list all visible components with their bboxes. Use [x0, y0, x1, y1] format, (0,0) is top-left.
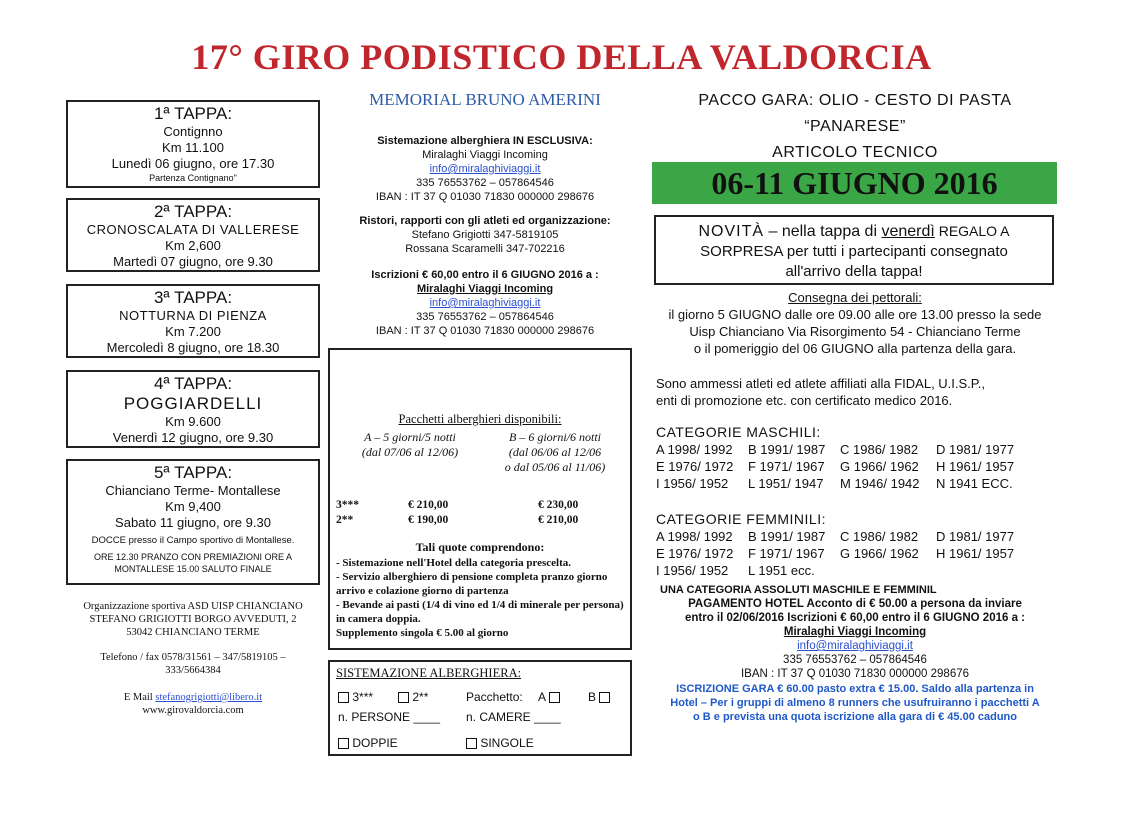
price-b: € 210,00 [538, 514, 579, 526]
pacco-line: PACCO GARA: OLIO - CESTO DI PASTA [698, 92, 1012, 109]
option-label: DOPPIE [352, 736, 398, 750]
category-cell: H 1961/ 1957 [936, 459, 1015, 474]
price-category: 3*** [336, 499, 359, 511]
pacchetto-b [480, 430, 630, 475]
sistemazione-block [340, 134, 630, 204]
iscrizioni-agency: Miralaghi Viaggi Incoming [416, 283, 554, 295]
ristori-heading: Ristori, rapporti con gli atleti ed organizzazione: [359, 215, 611, 227]
tappa-name: Contignno [163, 124, 223, 139]
tappa-heading: 5ª TAPPA: [153, 463, 233, 482]
pacco-line: “PANARESE” [804, 118, 906, 135]
booking-form [328, 660, 632, 756]
checkbox-icon[interactable] [398, 692, 409, 703]
tappa-date: Lunedì 06 giugno, ore 17.30 [111, 156, 275, 171]
pacco-gara [650, 88, 1060, 166]
tappa-name: Chianciano Terme- Montallese [105, 483, 281, 498]
org-line: Organizzazione sportiva ASD UISP CHIANCIANO [83, 601, 303, 612]
category-cell: C 1986/ 1982 [840, 529, 919, 544]
category-row [656, 458, 1066, 475]
categorie-maschili [656, 424, 1066, 492]
pacchetto-a [340, 430, 480, 460]
event-dates-banner: 06-11 GIUGNO 2016 [652, 162, 1057, 204]
category-cell: L 1951 ecc. [748, 563, 815, 578]
tappa-km: Km 7.200 [165, 324, 221, 339]
novita-line-3: all'arrivo della tappa! [785, 263, 923, 280]
category-cell: C 1986/ 1982 [840, 442, 919, 457]
tappa-docce: DOCCE presso il Campo sportivo di Montallese. [91, 535, 295, 546]
category-cell: B 1991/ 1987 [748, 529, 826, 544]
pagamento-line: PAGAMENTO HOTEL Acconto di € 50.00 a persona da inviare [688, 598, 1022, 610]
category-cell: I 1956/ 1952 [656, 563, 729, 578]
category-cell: N 1941 ECC. [936, 476, 1013, 491]
novita-venerdi: venerdì [881, 223, 935, 240]
camere-field[interactable]: n. CAMERE ____ [466, 710, 561, 724]
checkbox-icon[interactable] [466, 738, 477, 749]
category-cell: E 1976/ 1972 [656, 546, 734, 561]
quote-item: - Bevande ai pasti (1/4 di vino ed 1/4 di minerale per persona) in camera doppia. [336, 599, 624, 625]
tappa-date: Martedì 07 giugno, ore 9.30 [113, 254, 273, 269]
category-cell: D 1981/ 1977 [936, 529, 1015, 544]
category-cell: G 1966/ 1962 [840, 459, 919, 474]
tappa-heading: 4ª TAPPA: [153, 374, 233, 393]
iscrizione-gara-line: Hotel – Per i gruppi di almeno 8 runners che usufruiranno i pacchetti A [670, 697, 1040, 709]
pacchetti-heading: Pacchetti alberghieri disponibili: [398, 412, 562, 426]
quote-item: - Sistemazione nell'Hotel della categoria prescelta. [336, 557, 572, 569]
consegna-line: Uisp Chianciano Via Risorgimento 54 - Chianciano Terme [689, 324, 1021, 339]
tappa-date: Sabato 11 giugno, ore 9.30 [115, 515, 271, 530]
ristori-block [340, 214, 630, 256]
iscrizioni-email-link[interactable]: info@miralaghiviaggi.it [429, 297, 541, 309]
novita-box [654, 215, 1054, 285]
option-pacchetto-b[interactable] [588, 690, 610, 704]
option-pacchetto-a[interactable] [538, 690, 560, 704]
category-cell: B 1991/ 1987 [748, 442, 826, 457]
pacchetti-box [328, 348, 632, 650]
consegna-line: o il pomeriggio del 06 GIUGNO alla partenza della gara. [693, 341, 1017, 356]
option-singole[interactable] [466, 736, 534, 750]
categorie-maschili-heading: CATEGORIE MASCHILI: [656, 424, 821, 440]
org-line: 53042 CHIANCIANO TERME [126, 627, 260, 638]
categorie-femminili-heading: CATEGORIE FEMMINILI: [656, 511, 826, 527]
org-email-row [66, 691, 320, 704]
quote-list [336, 556, 628, 640]
ristori-contact: Rossana Scaramelli 347-702216 [405, 243, 565, 255]
checkbox-icon[interactable] [338, 738, 349, 749]
tappa-5-box [66, 459, 320, 585]
option-label: B [588, 690, 597, 704]
tappa-2-box [66, 198, 320, 272]
tappa-km: Km 9,400 [165, 499, 221, 514]
price-table [336, 498, 626, 528]
pagamento-agency: Miralaghi Viaggi Incoming [783, 626, 927, 638]
category-cell: A 1998/ 1992 [656, 442, 733, 457]
novita-text: REGALO A [934, 223, 1010, 239]
category-row [656, 441, 1066, 458]
checkbox-icon[interactable] [338, 692, 349, 703]
sistemazione-agency: Miralaghi Viaggi Incoming [422, 149, 548, 161]
org-line: STEFANO GRIGIOTTI BORGO AVVEDUTI, 2 [89, 614, 297, 625]
sistemazione-phone: 335 76553762 – 057864546 [416, 177, 554, 189]
novita-line-2: SORPRESA per tutti i partecipanti consegnato [700, 243, 1008, 260]
org-email-link[interactable]: stefanogrigiotti@libero.it [155, 692, 263, 703]
price-row [336, 498, 626, 513]
org-website-link[interactable]: www.girovaldorcia.com [142, 705, 244, 716]
assoluti-line: UNA CATEGORIA ASSOLUTI MASCHILE E FEMMINIL [660, 584, 937, 596]
category-cell: H 1961/ 1957 [936, 546, 1015, 561]
categorie-femminili [656, 511, 1066, 579]
pagamento-iban: IBAN : IT 37 Q 01030 71830 000000 298676 [740, 668, 970, 680]
novita-line [656, 221, 1052, 242]
category-cell: E 1976/ 1972 [656, 459, 734, 474]
sistemazione-iban: IBAN : IT 37 Q 01030 71830 000000 298676 [375, 191, 595, 203]
price-a: € 210,00 [408, 499, 449, 511]
pacco-line: ARTICOLO TECNICO [772, 144, 938, 161]
booking-form-heading: SISTEMAZIONE ALBERGHIERA: [336, 666, 522, 680]
pagamento-phone: 335 76553762 – 057864546 [783, 654, 927, 666]
org-phone: Telefono / fax 0578/31561 – 347/5819105 – [100, 652, 286, 663]
pagamento-line: entro il 02/06/2016 Iscrizioni € 60,00 entro il 6 GIUGNO 2016 a : [684, 612, 1026, 624]
category-cell: I 1956/ 1952 [656, 476, 729, 491]
consegna-line: il giorno 5 GIUGNO dalle ore 09.00 alle ore 13.00 presso la sede [668, 307, 1042, 322]
tappa-date: Mercoledì 8 giugno, ore 18.30 [106, 340, 280, 355]
price-a: € 190,00 [408, 514, 449, 526]
category-cell: M 1946/ 1942 [840, 476, 920, 491]
category-row [656, 528, 1066, 545]
tappa-km: Km 11.100 [162, 140, 224, 155]
category-cell: F 1971/ 1967 [748, 459, 825, 474]
checkbox-icon[interactable] [549, 692, 560, 703]
category-row [656, 545, 1066, 562]
tappa-name: CRONOSCALATA DI VALLERESE [86, 222, 300, 237]
sistemazione-heading: Sistemazione alberghiera IN ESCLUSIVA: [377, 135, 593, 147]
tappa-heading: 1ª TAPPA: [153, 104, 233, 123]
organization-block [66, 600, 320, 717]
price-row [336, 513, 626, 528]
pacchetto-a-dates: (dal 07/06 al 12/06) [361, 445, 459, 459]
memorial-subtitle: MEMORIAL BRUNO AMERINI [369, 90, 601, 109]
option-label: SINGOLE [480, 736, 534, 750]
sistemazione-email-link[interactable]: info@miralaghiviaggi.it [429, 163, 541, 175]
consegna-block [650, 289, 1060, 357]
option-label: 3*** [352, 690, 374, 704]
novita-word: NOVITÀ [698, 223, 765, 240]
iscrizione-gara-block [650, 682, 1060, 724]
persone-field[interactable]: n. PERSONE ____ [338, 710, 441, 724]
tappa-pranzo-2: MONTALLESE 15.00 SALUTO FINALE [114, 564, 272, 574]
tappa-3-box [66, 284, 320, 358]
category-row [656, 562, 1066, 579]
pacchetto-b-title: B – 6 giorni/6 notti [508, 430, 601, 444]
iscrizioni-line: Iscrizioni € 60,00 entro il 6 GIUGNO 2016 a : [371, 269, 599, 281]
quote-heading: Tali quote comprendono: [415, 540, 545, 554]
option-doppie[interactable] [338, 736, 398, 750]
tappa-km: Km 9.600 [165, 414, 221, 429]
category-cell: A 1998/ 1992 [656, 529, 733, 544]
tappa-km: Km 2,600 [165, 238, 221, 253]
ammessi-line: enti di promozione etc. con certificato medico 2016. [656, 393, 953, 408]
ammessi-line: Sono ammessi atleti ed atlete affiliati alla FIDAL, U.I.S.P., [656, 376, 986, 391]
tappa-1-box [66, 100, 320, 188]
option-3-stars[interactable] [338, 690, 373, 704]
quote-item: Supplemento singola € 5.00 al giorno [336, 627, 509, 639]
pacchetto-a-title: A – 5 giorni/5 notti [364, 430, 456, 444]
category-row [656, 475, 1066, 492]
category-cell: L 1951/ 1947 [748, 476, 824, 491]
category-cell: D 1981/ 1977 [936, 442, 1015, 457]
tappa-name: NOTTURNA DI PIENZA [119, 308, 267, 323]
tappa-pranzo-1: ORE 12.30 PRANZO CON PREMIAZIONI ORE A [93, 552, 293, 562]
pacchetto-b-dates: (dal 06/06 al 12/06 [508, 445, 602, 459]
option-label: A [538, 690, 546, 704]
tappa-name: POGGIARDELLI [123, 394, 263, 413]
iscrizione-gara-line: ISCRIZIONE GARA € 60.00 pasto extra € 15.00. Saldo alla partenza in [676, 683, 1034, 695]
option-label: 2** [412, 690, 429, 704]
category-cell: F 1971/ 1967 [748, 546, 825, 561]
ammessi-block [656, 375, 1066, 409]
pagamento-block [650, 597, 1060, 681]
option-2-stars[interactable] [398, 690, 428, 704]
tappa-note: Partenza Contignano" [149, 173, 237, 183]
pacchetto-label: Pacchetto: [466, 690, 523, 704]
category-cell: G 1966/ 1962 [840, 546, 919, 561]
tappa-heading: 2ª TAPPA: [153, 202, 233, 221]
org-phone: 333/5664384 [165, 665, 221, 676]
novita-text: – nella tappa di [764, 223, 882, 240]
iscrizioni-phone: 335 76553762 – 057864546 [416, 311, 554, 323]
iscrizione-gara-line: o B e prevista una quota iscrizione alla gara di € 45.00 caduno [693, 711, 1017, 723]
org-email-label: E Mail [123, 692, 153, 703]
tappa-heading: 3ª TAPPA: [153, 288, 233, 307]
iscrizioni-iban: IBAN : IT 37 Q 01030 71830 000000 298676 [375, 325, 595, 337]
checkbox-icon[interactable] [599, 692, 610, 703]
pagamento-email-link[interactable]: info@miralaghiviaggi.it [797, 640, 913, 652]
tappa-4-box [66, 370, 320, 448]
quote-item: - Servizio alberghiero di pensione completa pranzo giorno arrivo e colazione giorno di partenza [336, 571, 608, 597]
pacchetto-b-dates-alt: o dal 05/06 al 11/06) [504, 460, 606, 474]
consegna-heading: Consegna dei pettorali: [788, 290, 922, 305]
price-b: € 230,00 [538, 499, 579, 511]
page-title: 17° GIRO PODISTICO DELLA VALDORCIA [191, 37, 932, 77]
ristori-contact: Stefano Grigiotti 347-5819105 [411, 229, 559, 241]
tappa-date: Venerdì 12 giugno, ore 9.30 [112, 430, 274, 445]
iscrizioni-block [340, 268, 630, 338]
price-category: 2** [336, 514, 354, 526]
